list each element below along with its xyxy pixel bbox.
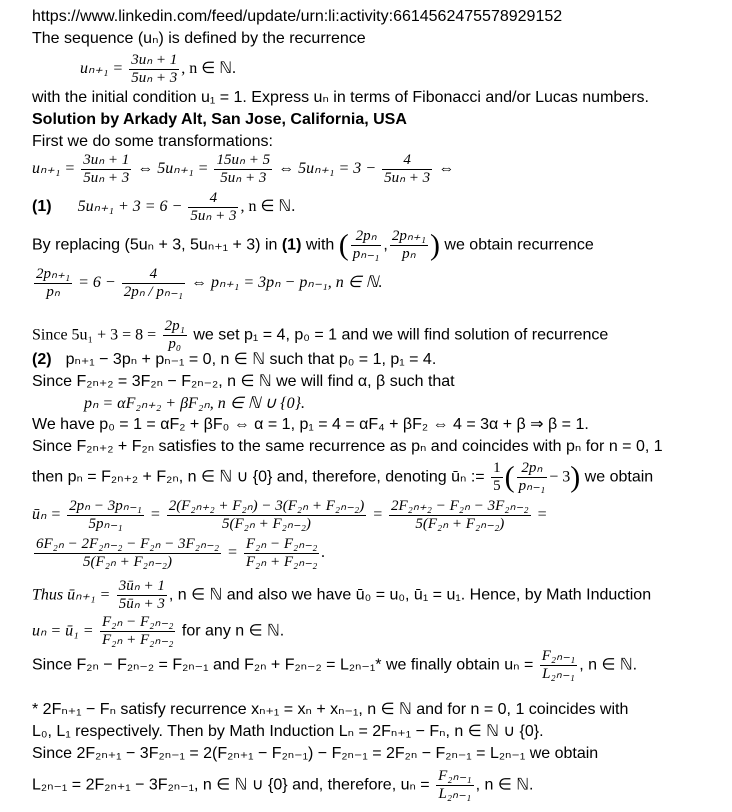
recp-frac2	[122, 266, 185, 301]
t1-frac2	[214, 152, 272, 187]
ub-frac2	[167, 498, 367, 533]
eq2-body: pₙ₊₁ − 3pₙ + pₙ₋₁ = 0, n ∈ ℕ such that p₀ = 1, p₁ = 4.	[65, 351, 437, 368]
note4-num: F₂ₙ₋₁	[438, 768, 472, 784]
ub-d1: 5pₙ₋₁	[88, 516, 123, 532]
replace-line: By replacing (5uₙ + 3, 5uₙ₊₁ + 3) in (1) with ( $\frac{\text{2pₙ}}{\text{pₙ₋₁}}$ , $\frac{\text{2pₙ₊₁}}{\text{pₙ}}$ ) we obtain recurrence	[32, 228, 594, 262]
t1-mid2: ⇔ 5uₙ₊₁ = 3 −	[278, 160, 377, 178]
note-line3: Since 2F₂ₙ₊₁ − 3F₂ₙ₋₁ = 2(F₂ₙ₊₁ − F₂ₙ₋₁) − F₂ₙ₋₁ = 2F₂ₙ − F₂ₙ₋₁ = L₂ₙ₋₁ we obtain	[32, 745, 599, 762]
problem-intro: The sequence (uₙ) is defined by the recurrence	[32, 30, 366, 47]
ub-frac5	[244, 536, 319, 571]
we-have: We have p₀ = 1 = αF₂ + βF₀ ⇔ α = 1, p₁ = 4 = αF₄ + βF₂ ⇔ 4 = 3α + β ⇒ β = 1.	[32, 416, 589, 433]
ubar-line2: $\frac{\text{6F₂ₙ − 2F₂ₙ₋₂ − F₂ₙ − 3F₂ₙ₋₂}}{\text{5(F₂ₙ + F₂ₙ₋₂)}}$ = $\frac{\text{F₂ₙ − F₂ₙ₋₂}}{\text{F₂ₙ + F₂ₙ₋₂}}$ .	[36, 536, 326, 570]
recp-mid: = 6 −	[78, 274, 116, 292]
rec-fraction	[129, 52, 179, 87]
note-line2: L₀, L₁ respectively. Then by Math Induction Lₙ = 2Fₙ₊₁ − Fₙ, n ∈ ℕ ∪ {0}.	[32, 723, 544, 740]
final-line	[32, 648, 637, 683]
ub-n3: 2F₂ₙ₊₂ − F₂ₙ − 3F₂ₙ₋₂	[391, 498, 529, 514]
rp-num2: 2pₙ₊₁	[391, 228, 426, 244]
rec-den: 5uₙ + 3	[131, 70, 178, 86]
since-line	[32, 318, 608, 353]
ub-lhs: ūₙ =	[32, 506, 62, 524]
un-frac	[100, 614, 175, 649]
ub-d4: 5(F₂ₙ + F₂ₙ₋₂)	[83, 554, 172, 570]
ub-n2: 2(F₂ₙ₊₂ + F₂ₙ) − 3(F₂ₙ + F₂ₙ₋₂)	[168, 498, 365, 514]
final-den: L₂ₙ₋₁	[542, 666, 575, 682]
rec-tail: , n ∈ ℕ.	[181, 60, 237, 78]
since-num: 2p₁	[164, 318, 185, 334]
thus-b: , n ∈ ℕ and also we have ū₀ = u₀, ū₁ = u₁. Hence, by Math Induction	[168, 586, 652, 604]
transform-line	[32, 152, 454, 187]
paren-open: (	[338, 228, 349, 262]
un-num: F₂ₙ − F₂ₙ₋₂	[101, 614, 174, 630]
t1-num3: 4	[382, 152, 432, 170]
ub-frac1	[67, 498, 144, 533]
thus-line	[32, 578, 651, 613]
then-m3: − 3	[549, 468, 571, 486]
eq1-lhs: 5uₙ₊₁ + 3 = 6 −	[77, 198, 183, 216]
eq1-tail: , n ∈ ℕ.	[240, 198, 296, 216]
rp-frac1	[351, 228, 382, 263]
then-paren-close: )	[570, 460, 581, 494]
paren-close: )	[429, 228, 440, 262]
replace-ref: (1)	[281, 236, 302, 254]
recp-num1: 2pₙ₊₁	[36, 266, 71, 282]
thus-a: Thus ūₙ₊₁ =	[32, 586, 111, 604]
then-f2n: 2pₙ	[517, 460, 548, 478]
ub-n5: F₂ₙ − F₂ₙ₋₂	[245, 536, 318, 552]
note4-den: L₂ₙ₋₁	[438, 786, 472, 802]
then-b: we obtain	[584, 468, 654, 486]
rec-lhs: uₙ₊₁ =	[80, 60, 124, 78]
recp-den1: pₙ	[46, 284, 60, 300]
t1-num1: 3uₙ + 1	[83, 152, 130, 168]
recp-tail: ⇔ pₙ₊₁ = 3pₙ − pₙ₋₁, n ∈ ℕ.	[190, 274, 383, 292]
problem-recurrence	[80, 52, 236, 87]
ub-d3: 5(F₂ₙ + F₂ₙ₋₂)	[415, 516, 505, 532]
solution-location: , San Jose, California, USA	[202, 111, 407, 128]
fib-since: Since F₂ₙ₊₂ = 3F₂ₙ − F₂ₙ₋₂, n ∈ ℕ we will find α, β such that	[32, 373, 455, 390]
eq1-num: 4	[188, 190, 238, 208]
replace-a: By replacing (5uₙ + 3, 5uₙ₊₁ + 3) in	[32, 236, 282, 254]
note4-tail: , n ∈ ℕ.	[475, 776, 534, 794]
problem-condition: with the initial condition u₁ = 1. Express uₙ in terms of Fibonacci and/or Lucas numbers.	[32, 89, 649, 106]
equation-1	[32, 190, 295, 225]
solution-author: Solution by Arkady Alt	[32, 111, 203, 128]
replace-d: we obtain recurrence	[444, 236, 594, 254]
thus-den: 5ūₙ + 3	[118, 596, 165, 612]
eq1-frac	[188, 190, 238, 225]
rp-den1: pₙ₋₁	[352, 246, 380, 262]
t1-den2: 5uₙ + 3	[220, 170, 267, 186]
t1-num2: 15uₙ + 5	[216, 152, 271, 168]
since-frac	[163, 318, 187, 353]
final-frac	[540, 648, 578, 683]
rp-den2: pₙ	[402, 246, 416, 262]
ub-n4: 6F₂ₙ − 2F₂ₙ₋₂ − F₂ₙ − 3F₂ₙ₋₂	[36, 536, 220, 552]
ub-frac3	[389, 498, 531, 533]
rp-frac2	[390, 228, 428, 263]
solution-heading	[32, 110, 407, 130]
then-f1n: 1	[493, 460, 501, 476]
thus-frac	[117, 578, 167, 613]
note-line1: * 2Fₙ₊₁ − Fₙ satisfy recurrence xₙ₊₁ = xₙ + xₙ₋₁, n ∈ ℕ and for n = 0, 1 coincides with	[32, 701, 629, 718]
un-line	[32, 614, 284, 649]
eq1-den: 5uₙ + 3	[190, 208, 237, 224]
ubar-line1: ūₙ = $\frac{\text{2pₙ − 3pₙ₋₁}}{\text{5pₙ₋₁}}$ = $\frac{\text{2(F₂ₙ₊₂ + F₂ₙ) − 3(F₂ₙ + F₂ₙ₋₂)}}{\text{5(F₂ₙ + F₂ₙ₋₂)}}$ = $\frac{\text{2F₂ₙ₊₂ − F₂ₙ − 3F₂ₙ₋₂}}{\text{5(F₂ₙ + F₂ₙ₋₂)}}$ =	[32, 498, 548, 532]
then-a: then pₙ = F₂ₙ₊₂ + F₂ₙ, n ∈ ℕ ∪ {0} and, therefore, denoting ūₙ :=	[32, 468, 485, 486]
eq1-label: (1)	[32, 198, 52, 216]
ub-d2: 5(F₂ₙ + F₂ₙ₋₂)	[221, 516, 311, 532]
line-first: First we do some transformations:	[32, 133, 273, 150]
note4-a: L₂ₙ₋₁ = 2F₂ₙ₊₁ − 3F₂ₙ₋₁, n ∈ ℕ ∪ {0} and, therefore, uₙ =	[32, 776, 430, 794]
then-f2d: pₙ₋₁	[518, 478, 546, 494]
t1-frac1	[81, 152, 131, 187]
note4-frac	[436, 768, 474, 803]
recurrence-p	[32, 266, 382, 301]
final-tail: , n ∈ ℕ.	[579, 656, 638, 674]
then-f1d: 5	[493, 478, 501, 494]
t1-lhs: uₙ₊₁ =	[32, 160, 76, 178]
since-a: Since 5u₁ + 3 = 8 =	[32, 326, 157, 344]
equation-2	[32, 350, 436, 370]
final-num: F₂ₙ₋₁	[541, 648, 576, 664]
since-den: p₀	[168, 336, 182, 352]
final-a: Since F₂ₙ − F₂ₙ₋₂ = F₂ₙ₋₁ and F₂ₙ + F₂ₙ₋₂ = L₂ₙ₋₁* we finally obtain uₙ =	[32, 656, 534, 674]
eq2-label: (2)	[32, 351, 52, 368]
rp-num1: 2pₙ	[351, 228, 382, 246]
un-tail: for any n ∈ ℕ.	[181, 622, 285, 640]
thus-num: 3ūₙ + 1	[118, 578, 165, 594]
ub-n1: 2pₙ − 3pₙ₋₁	[69, 498, 142, 514]
then-line	[32, 460, 653, 495]
t1-frac3	[382, 152, 432, 187]
t1-mid: ⇔ 5uₙ₊₁ =	[137, 160, 209, 178]
t1-den3: 5uₙ + 3	[384, 170, 431, 186]
un-den: F₂ₙ + F₂ₙ₋₂	[101, 632, 174, 648]
t1-end: ⇔	[438, 160, 455, 178]
replace-c: with	[301, 236, 335, 254]
rec-num: 3uₙ + 1	[131, 52, 178, 68]
source-url[interactable]: https://www.linkedin.com/feed/update/urn:li:activity:6614562475578929152	[32, 8, 563, 25]
ub-frac4	[34, 536, 221, 571]
since-b: we set p₁ = 4, p₀ = 1 and we will find solution of recurrence	[193, 326, 609, 344]
recp-den2: 2pₙ / pₙ₋₁	[123, 284, 183, 300]
ub-d5: F₂ₙ + F₂ₙ₋₂	[245, 554, 318, 570]
recp-frac1	[34, 266, 72, 301]
note-line4	[32, 768, 533, 803]
then-paren-open: (	[504, 460, 515, 494]
un-lhs: uₙ = ū₁ =	[32, 622, 94, 640]
then-frac1	[491, 460, 503, 495]
pn-form: pₙ = αF₂ₙ₊₂ + βF₂ₙ, n ∈ ℕ ∪ {0}.	[84, 395, 306, 412]
recp-num2: 4	[122, 266, 185, 284]
t1-den1: 5uₙ + 3	[83, 170, 130, 186]
then-frac2	[517, 460, 548, 495]
since-satisfies: Since F₂ₙ₊₂ + F₂ₙ satisfies to the same recurrence as pₙ and coincides with pₙ for n = 0, 1	[32, 438, 663, 455]
